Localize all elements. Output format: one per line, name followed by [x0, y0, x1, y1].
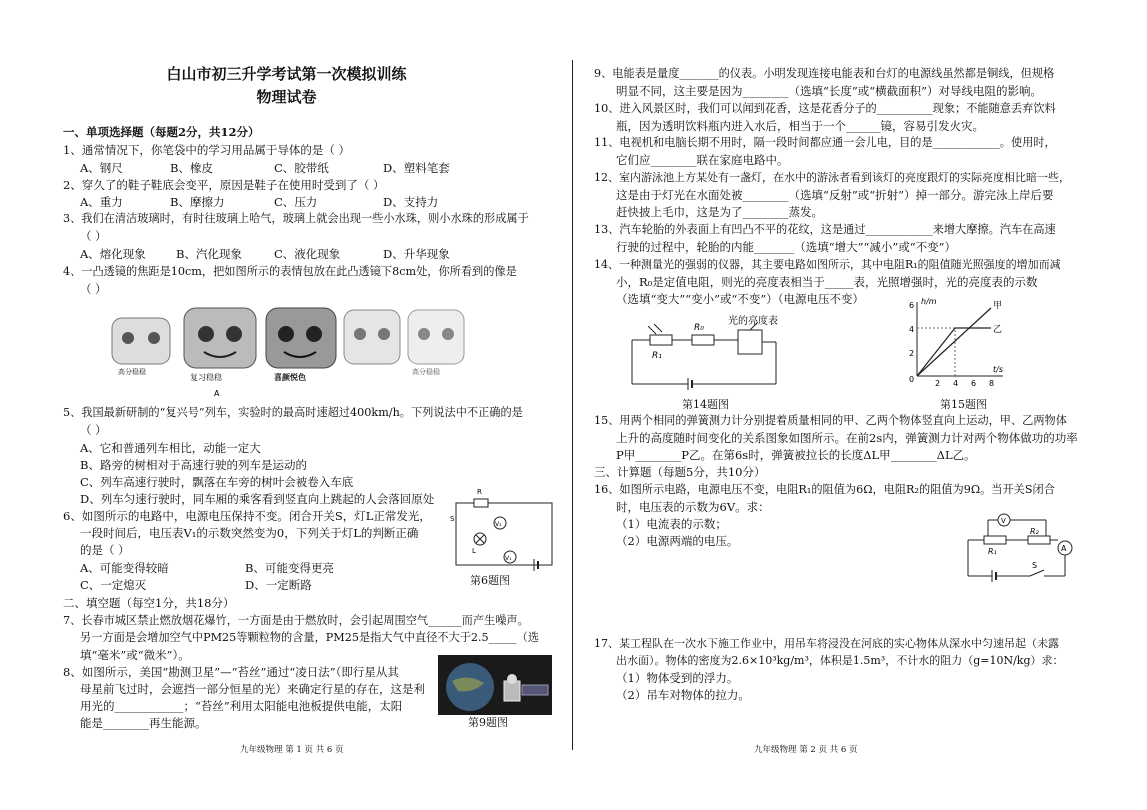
question-text: 3、我们在清洁玻璃时，有时往玻璃上哈气，玻璃上就会出现一些小水珠，则小水珠的形成属于: [63, 212, 529, 225]
option-text: D、升华现象: [383, 247, 450, 261]
option-text: A、熔化现象: [80, 247, 146, 261]
question-text: （2）吊车对物体的拉力。: [616, 688, 750, 702]
option-label-a: A: [214, 389, 220, 398]
question-text: 母星前飞过时，会遮挡一部分恒星的光）来确定行星的存在，这是利: [80, 682, 425, 696]
y-tick: 2: [909, 349, 915, 358]
emoji-image-b: [344, 310, 400, 364]
page-footer: 九年级物理 第 2 页 共 6 页: [754, 745, 858, 755]
question-text: （1）电流表的示数；: [616, 517, 727, 531]
emoji-image-c: [266, 308, 336, 382]
label-s: S: [1032, 561, 1038, 570]
option-text: B、摩擦力: [170, 195, 225, 209]
x-tick: 6: [971, 379, 977, 388]
label-l: L: [472, 547, 476, 555]
question-text: 明显不同，这主要是因为________（选填“长度”或“横截面积”）对导线电阻的影响。: [616, 84, 1043, 98]
right-page: [574, 0, 1147, 810]
question-text: 填“毫米”或“微米”）。: [80, 648, 190, 662]
option-text: C、胶带纸: [274, 161, 329, 175]
x-axis-label: t/s: [993, 365, 1003, 374]
figure-caption: 第6题图: [470, 574, 510, 587]
question-text: 它们应________联在家庭电路中。: [616, 153, 789, 167]
option-text: D、一定断路: [245, 578, 312, 592]
y-tick: 6: [909, 301, 915, 310]
option-text: B、橡皮: [170, 161, 213, 175]
question-text: 17、某工程队在一次水下施工作业中，用吊车将浸没在河底的实心物体从深水中匀速吊起（未露: [594, 637, 1059, 650]
option-text: C、列车高速行驶时，飘落在车旁的树叶会被卷入车底: [80, 475, 354, 489]
option-text: A、可能变得较暗: [80, 561, 169, 575]
question-text: （ ）: [80, 229, 107, 243]
label-r2: R₂: [1030, 527, 1039, 536]
question-text: 能是________再生能源。: [80, 716, 207, 730]
x-tick: 2: [935, 379, 941, 388]
option-text: B、汽化现象: [176, 247, 242, 261]
emoji-caption: 喜颜悦色: [274, 373, 306, 382]
exam-title: 白山市初三升学考试第一次模拟训练: [166, 65, 407, 83]
resistor-r2: [1028, 536, 1050, 544]
meter-label: 光的亮度表: [728, 316, 778, 327]
emoji-caption: 高分稳稳: [118, 368, 146, 376]
emoji-images: [108, 300, 468, 400]
series-label-jia: 甲: [993, 301, 1003, 311]
circuit-diagram-q6: [450, 488, 560, 575]
question-text: 14、一种测量光的强弱的仪器，其主要电路如图所示，其中电阻R₁的阻值随光照强度的增加而减: [594, 258, 1061, 271]
x-tick: 8: [989, 379, 995, 388]
resistor-r0: [692, 335, 714, 345]
question-text: （选填“变大”“变小”或“不变”）（电源电压不变）: [616, 292, 865, 306]
label-s: S: [450, 515, 455, 523]
question-text: 这是由于灯光在水面处被________（选填“反射”或“折射”）掉一部分。游完泳上岸后要: [616, 188, 1054, 202]
label-r: R: [477, 488, 482, 496]
question-text: 11、电视机和电脑长期不用时，隔一段时间都应通一会儿电，目的是____________。使用时，: [594, 136, 1056, 149]
y-tick: 0: [909, 375, 915, 384]
option-text: B、可能变得更亮: [245, 561, 334, 575]
question-text: 的是（ ）: [80, 543, 130, 557]
brightness-meter: [738, 330, 762, 354]
question-text: 2、穿久了的鞋子鞋底会变平，原因是鞋子在使用时受到了（ ）: [63, 178, 385, 192]
question-text: 9、电能表是量度_______的仪表。小明发现连接电能表和台灯的电源线虽然都是铜线，但规格: [594, 67, 1055, 80]
option-text: C、一定熄灭: [80, 578, 147, 592]
label-r0: R₀: [694, 323, 704, 333]
question-text: 6、如图所示的电路中，电源电压保持不变。闭合开关S，灯L正常发光，: [63, 509, 431, 523]
question-text: 一段时间后，电压表V₁的示数突然变为0，下列关于灯L的判断正确: [80, 526, 419, 540]
series-label-yi: 乙: [993, 325, 1003, 335]
question-text: P甲________P乙。在第6s时，弹簧被拉长的长度ΔL甲________ΔL乙。: [616, 448, 976, 462]
question-text: 出水面）。物体的密度为2.6×10³kg/m³，体积是1.5m³，不计水的阻力（g=10N/kg）求：: [616, 654, 1064, 667]
option-text: D、列车匀速行驶时，同车厢的乘客看到竖直向上跳起的人会落回原处: [80, 492, 435, 506]
question-text: 13、汽车轮胎的外表面上有凹凸不平的花纹，这是通过____________来增大摩擦。汽车在高速: [594, 223, 1056, 236]
question-text: 赶快披上毛巾，这是为了________蒸发。: [616, 205, 823, 219]
question-text: （2）电源两端的电压。: [616, 534, 739, 548]
y-axis-label: h/m: [921, 297, 937, 306]
option-text: D、支持力: [383, 195, 439, 209]
question-text: （1）物体受到的浮力。: [616, 671, 739, 685]
height-time-graph: [899, 296, 1009, 394]
question-text: （ ）: [80, 423, 107, 437]
label-v1: V₁: [505, 555, 512, 562]
label-a: A: [1061, 544, 1067, 553]
question-text: （ ）: [80, 282, 107, 296]
option-text: C、压力: [274, 195, 318, 209]
figure-caption: 第15题图: [940, 398, 987, 411]
question-text: 16、如图所示电路，电源电压不变，电阻R₁的阻值为6Ω，电阻R₂的阻值为9Ω。当开关S闭合: [594, 483, 1055, 496]
section-heading: 二、填空题（每空1分，共18分）: [63, 596, 235, 610]
option-text: A、钢尺: [80, 161, 123, 175]
question-text: 15、用两个相同的弹簧测力计分别提着质量相同的甲、乙两个物体竖直向上运动，甲、乙两物体: [594, 414, 1067, 427]
question-text: 另一方面是会增加空气中PM25等颗粒物的含量，PM25是指大气中直径不大于2.5_____（选: [80, 631, 540, 644]
emoji-caption: 高分稳稳: [412, 368, 440, 376]
question-text: 瓶，因为透明饮料瓶内进入水后，相当于一个______镜，容易引发火灾。: [616, 119, 984, 133]
emoji-caption: 复习稳稳: [190, 373, 222, 382]
circuit-diagram-q14: [626, 312, 842, 392]
label-r1: R₁: [988, 547, 997, 556]
option-text: B、路旁的树相对于高速行驶的列车是运动的: [80, 458, 307, 472]
section-heading: 一、单项选择题（每题2分，共12分）: [63, 125, 260, 139]
emoji-image-d: [408, 310, 464, 376]
resistor-r1: [984, 536, 1006, 544]
question-text: 10、进入风景区时，我们可以闻到花香，这是花香分子的__________现象；不能随意丢弃饮料: [594, 102, 1056, 115]
resistor-r: [474, 499, 488, 507]
x-tick: 4: [953, 379, 959, 388]
label-v: V: [1001, 517, 1006, 525]
exam-subtitle: 物理试卷: [256, 88, 317, 106]
question-text: 1、通常情况下，你笔袋中的学习用品属于导体的是（ ）: [63, 143, 350, 157]
option-text: C、液化现象: [274, 247, 341, 261]
label-r1: R₁: [652, 351, 662, 361]
question-text: 小，R₀是定值电阻，则光的亮度表相当于_____表，光照增强时，光的亮度表的示数: [616, 275, 1038, 289]
option-text: A、重力: [80, 195, 123, 209]
y-tick: 4: [909, 325, 915, 334]
label-v2: V₂: [495, 521, 502, 528]
section-heading: 三、计算题（每题5分，共10分）: [594, 465, 766, 479]
resistor-r1: [650, 335, 672, 345]
question-text: 用光的____________；“苔丝”利用太阳能电池板提供电能，太阳: [80, 699, 403, 713]
option-text: D、塑料笔套: [383, 161, 450, 175]
question-text: 12、室内游泳池上方某处有一盏灯，在水中的游泳者看到该灯的亮度跟灯的实际亮度相比暗一些，: [594, 171, 1070, 184]
question-text: 行驶的过程中，轮胎的内能_______（选填“增大”“减小”或“不变”）: [616, 240, 957, 254]
emoji-image-left: [112, 318, 170, 376]
figure-caption: 第9题图: [468, 716, 508, 729]
circuit-diagram-q16: [966, 510, 1076, 582]
switch-s: [1030, 570, 1044, 576]
question-text: 4、一凸透镜的焦距是10cm，把如图所示的表情包放在此凸透镜下8cm处，你所看到的像是: [63, 265, 517, 278]
line-yi: [917, 328, 955, 376]
question-text: 5、我国最新研制的“复兴号”列车，实验时的最高时速超过400km/h。下列说法中不正确的是: [63, 406, 523, 419]
left-page: [0, 0, 573, 810]
question-text: 上升的高度随时间变化的关系图象如图所示。在前2s内，弹簧测力计对两个物体做功的功率: [616, 431, 1078, 445]
option-text: A、它和普通列车相比，动能一定大: [80, 441, 261, 455]
figure-caption: 第14题图: [682, 398, 729, 411]
line-jia: [917, 308, 991, 376]
emoji-image-a: [184, 308, 256, 398]
question-text: 8、如图所示，美国“勘测卫星”—“苔丝”通过“凌日法”（即行星从其: [63, 665, 399, 679]
question-text: 7、长春市城区禁止燃放烟花爆竹，一方面是由于燃放时，会引起周围空气______而产生噪声。: [63, 614, 529, 627]
satellite-image: [438, 655, 552, 715]
question-text: 时，电压表的示数为6V。求：: [616, 500, 770, 514]
page-footer: 九年级物理 第 1 页 共 6 页: [240, 745, 344, 755]
